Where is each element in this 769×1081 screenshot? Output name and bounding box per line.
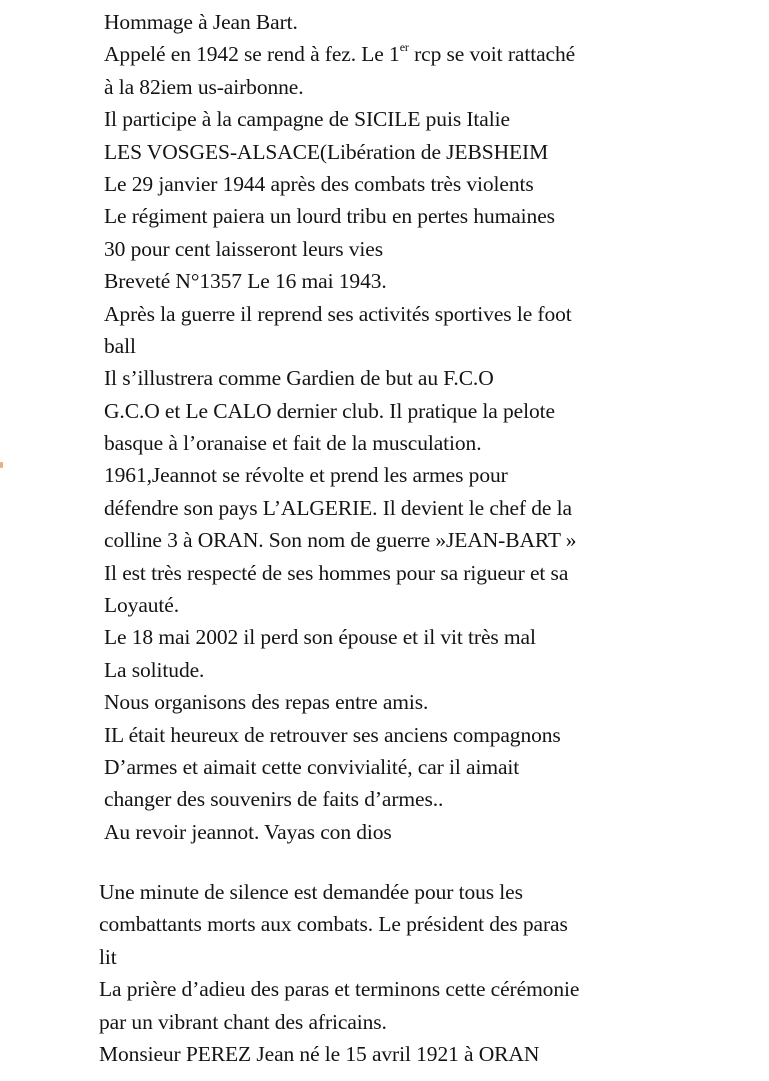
text-line: Loyauté. <box>104 593 180 618</box>
text-line: Après la guerre il reprend ses activités sportives le foot <box>104 301 572 326</box>
text-line <box>104 38 576 70</box>
text-line: par un vibrant chant des africains. <box>99 1009 387 1034</box>
text-line: LES VOSGES-ALSACE(Libération de JEBSHEIM <box>104 139 549 164</box>
text-line: Hommage à Jean Bart. <box>104 10 298 34</box>
text-line: 1961,Jeannot se révolte et prend les armes pour <box>104 463 508 488</box>
text-line: combattants morts aux combats. Le président des paras <box>99 912 568 937</box>
text-line: Il participe à la campagne de SICILE puis Italie <box>104 107 510 132</box>
text-line: lit <box>99 944 117 969</box>
text-line: G.C.O et Le CALO dernier club. Il pratique la pelote <box>104 398 555 423</box>
text-line: Au revoir jeannot. Vayas con dios <box>104 819 392 844</box>
text-segment: rcp se voit rattaché <box>408 42 576 67</box>
text-line: Il est très respecté de ses hommes pour sa rigueur et sa <box>104 560 569 585</box>
ceremony-paragraph <box>99 876 579 1070</box>
text-line: Le régiment paiera un lourd tribu en pertes humaines <box>104 204 555 229</box>
text-line: Monsieur PEREZ Jean né le 15 avril 1921 à ORAN <box>99 1041 540 1066</box>
text-line: basque à l’oranaise et fait de la musculation. <box>104 431 482 456</box>
text-line: à la 82iem us-airbonne. <box>104 74 304 99</box>
text-line: changer des souvenirs de faits d’armes.. <box>104 787 444 812</box>
text-line: défendre son pays L’ALGERIE. Il devient le chef de la <box>104 495 572 520</box>
text-line: colline 3 à ORAN. Son nom de guerre »JEAN-BART » <box>104 528 577 553</box>
text-segment: Appelé en 1942 se rend à fez. Le 1 <box>104 42 400 67</box>
tribute-paragraph <box>104 6 576 848</box>
text-line: Nous organisons des repas entre amis. <box>104 690 429 715</box>
text-line: 30 pour cent laisseront leurs vies <box>104 236 384 261</box>
text-line: Une minute de silence est demandée pour tous les <box>99 880 523 904</box>
text-line: Breveté N°1357 Le 16 mai 1943. <box>104 269 387 294</box>
text-line: La solitude. <box>104 657 205 682</box>
scan-speck <box>0 462 3 468</box>
text-line: Le 18 mai 2002 il perd son épouse et il vit très mal <box>104 625 536 650</box>
text-line: Il s’illustrera comme Gardien de but au F.C.O <box>104 366 494 391</box>
text-line: La prière d’adieu des paras et terminons cette cérémonie <box>99 977 580 1002</box>
text-line: D’armes et aimait cette convivialité, car il aimait <box>104 754 520 779</box>
text-line: IL était heureux de retrouver ses anciens compagnons <box>104 722 561 747</box>
text-line: ball <box>104 333 136 358</box>
text-line: Le 29 janvier 1944 après des combats très violents <box>104 171 534 196</box>
superscript: er <box>399 40 409 55</box>
